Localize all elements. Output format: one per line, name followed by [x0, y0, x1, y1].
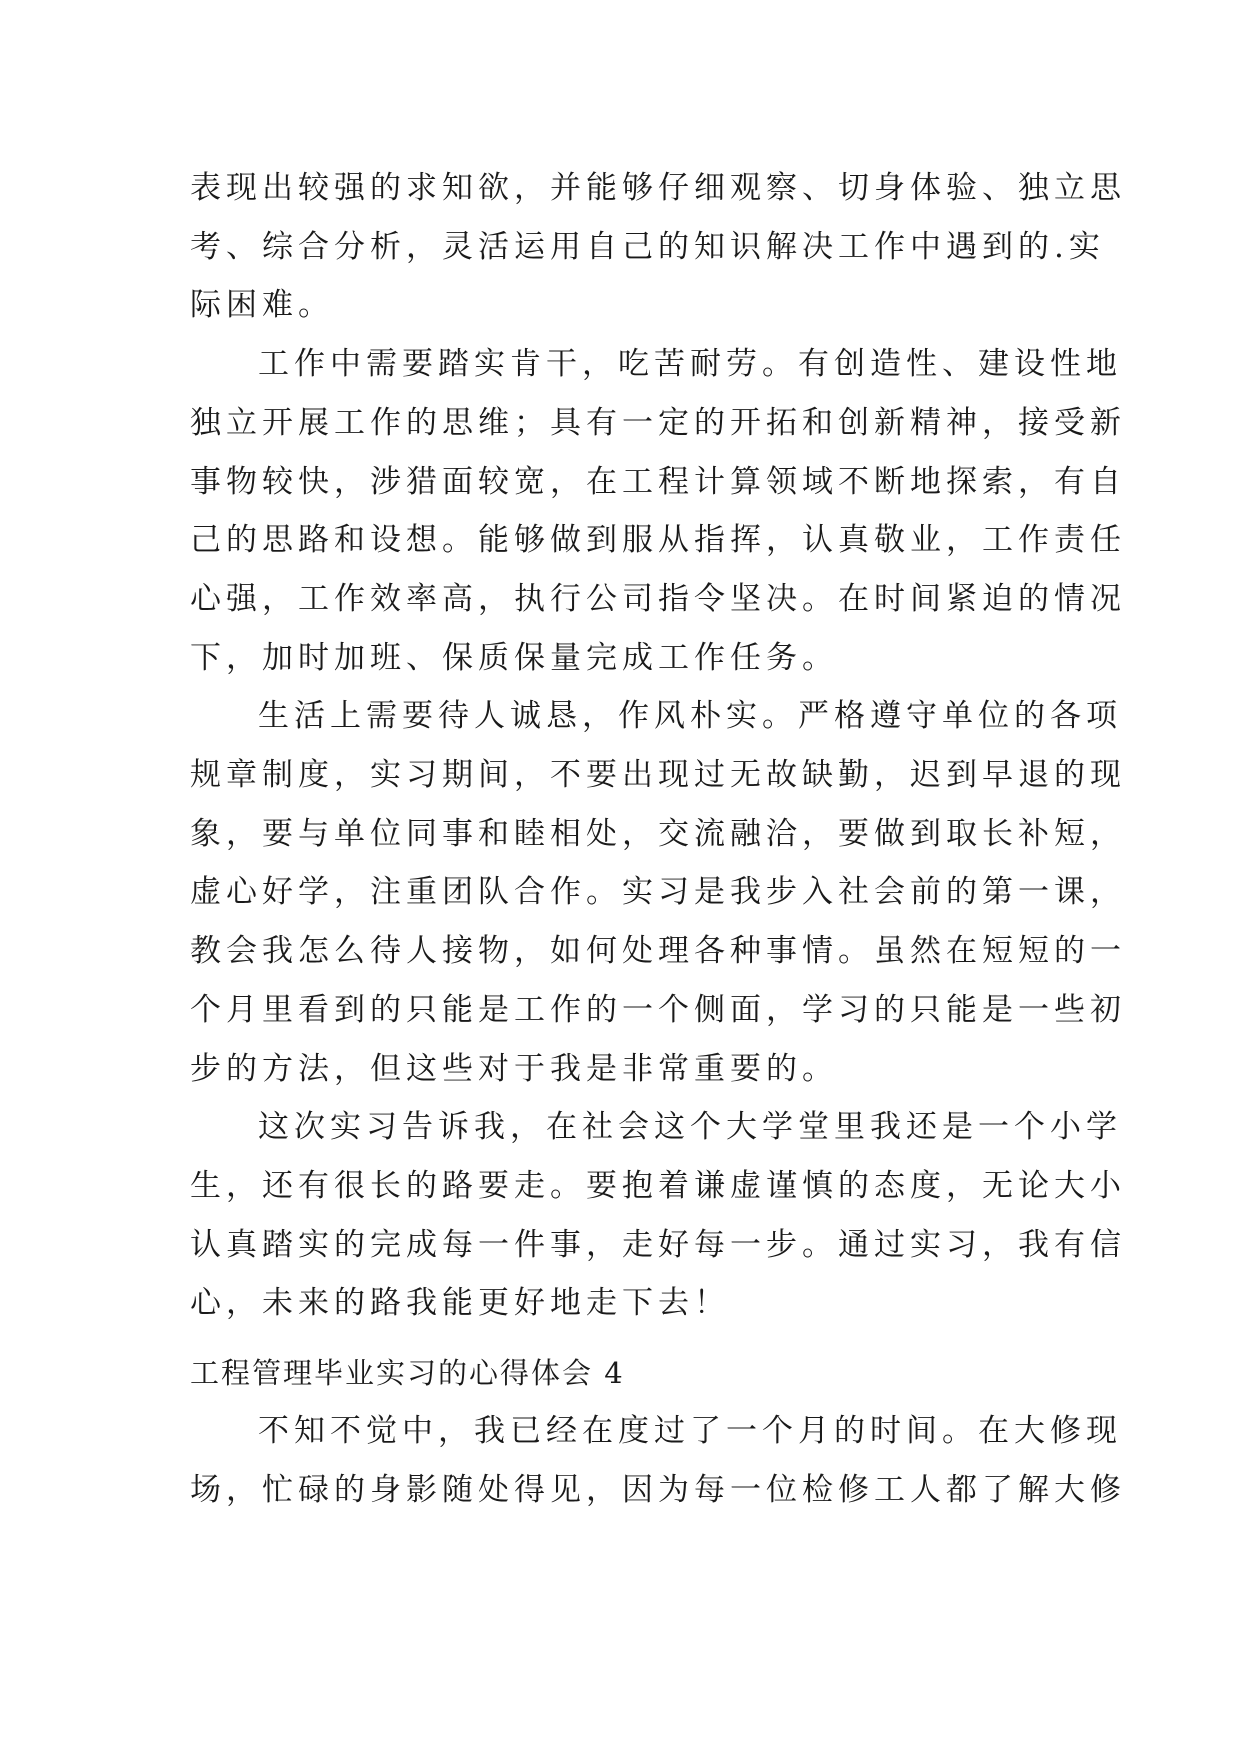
text-line: 生，还有很长的路要走。要抱着谦虚谨慎的态度，无论大小	[190, 1167, 1126, 1204]
text-line: 场，忙碌的身影随处得见，因为每一位检修工人都了解大修	[190, 1471, 1126, 1508]
text-line: 考、综合分析，灵活运用自己的知识解决工作中遇到的.实	[190, 228, 1105, 265]
text-line: 下，加时加班、保质保量完成工作任务。	[190, 639, 838, 676]
text-line: 象，要与单位同事和睦相处，交流融洽，要做到取长补短，	[190, 815, 1126, 852]
text-line: 生活上需要待人诚恳，作风朴实。严格遵守单位的各项	[258, 698, 1122, 735]
text-line: 不知不觉中，我已经在度过了一个月的时间。在大修现	[258, 1413, 1122, 1449]
text-line: 独立开展工作的思维；具有一定的开拓和创新精神，接受新	[190, 404, 1126, 441]
section-body	[190, 1402, 1126, 1519]
text-line: 际困难。	[190, 287, 334, 324]
text-line: 认真踏实的完成每一件事，走好每一步。通过实习，我有信	[190, 1226, 1126, 1263]
paragraph-4	[190, 1098, 1126, 1333]
paragraph-1	[190, 159, 1126, 335]
text-line: 工作中需要踏实肯干，吃苦耐劳。有创造性、建设性地	[258, 346, 1122, 383]
paragraph-5	[190, 1402, 1126, 1519]
text-line: 规章制度，实习期间，不要出现过无故缺勤，迟到早退的现	[190, 757, 1126, 794]
text-line: 个月里看到的只能是工作的一个侧面，学习的只能是一些初	[190, 991, 1126, 1028]
text-line: 己的思路和设想。能够做到服从指挥，认真敬业，工作责任	[190, 522, 1126, 559]
text-line: 事物较快，涉猎面较宽，在工程计算领域不断地探索，有自	[190, 463, 1126, 500]
text-line: 步的方法，但这些对于我是非常重要的。	[190, 1050, 838, 1087]
text-line: 心强，工作效率高，执行公司指令坚决。在时间紧迫的情况	[190, 580, 1126, 617]
section-heading: 工程管理毕业实习的心得体会 4	[190, 1356, 625, 1390]
text-line: 这次实习告诉我，在社会这个大学堂里我还是一个小学	[258, 1109, 1122, 1146]
text-line: 教会我怎么待人接物，如何处理各种事情。虽然在短短的一	[190, 933, 1126, 970]
text-line: 表现出较强的求知欲，并能够仔细观察、切身体验、独立思	[190, 170, 1126, 206]
text-line: 心，未来的路我能更好地走下去！	[190, 1285, 730, 1322]
paragraph-3	[190, 687, 1126, 1098]
paragraph-2	[190, 335, 1126, 687]
text-line: 虚心好学，注重团队合作。实习是我步入社会前的第一课，	[190, 874, 1126, 911]
document-body	[190, 159, 1126, 1333]
